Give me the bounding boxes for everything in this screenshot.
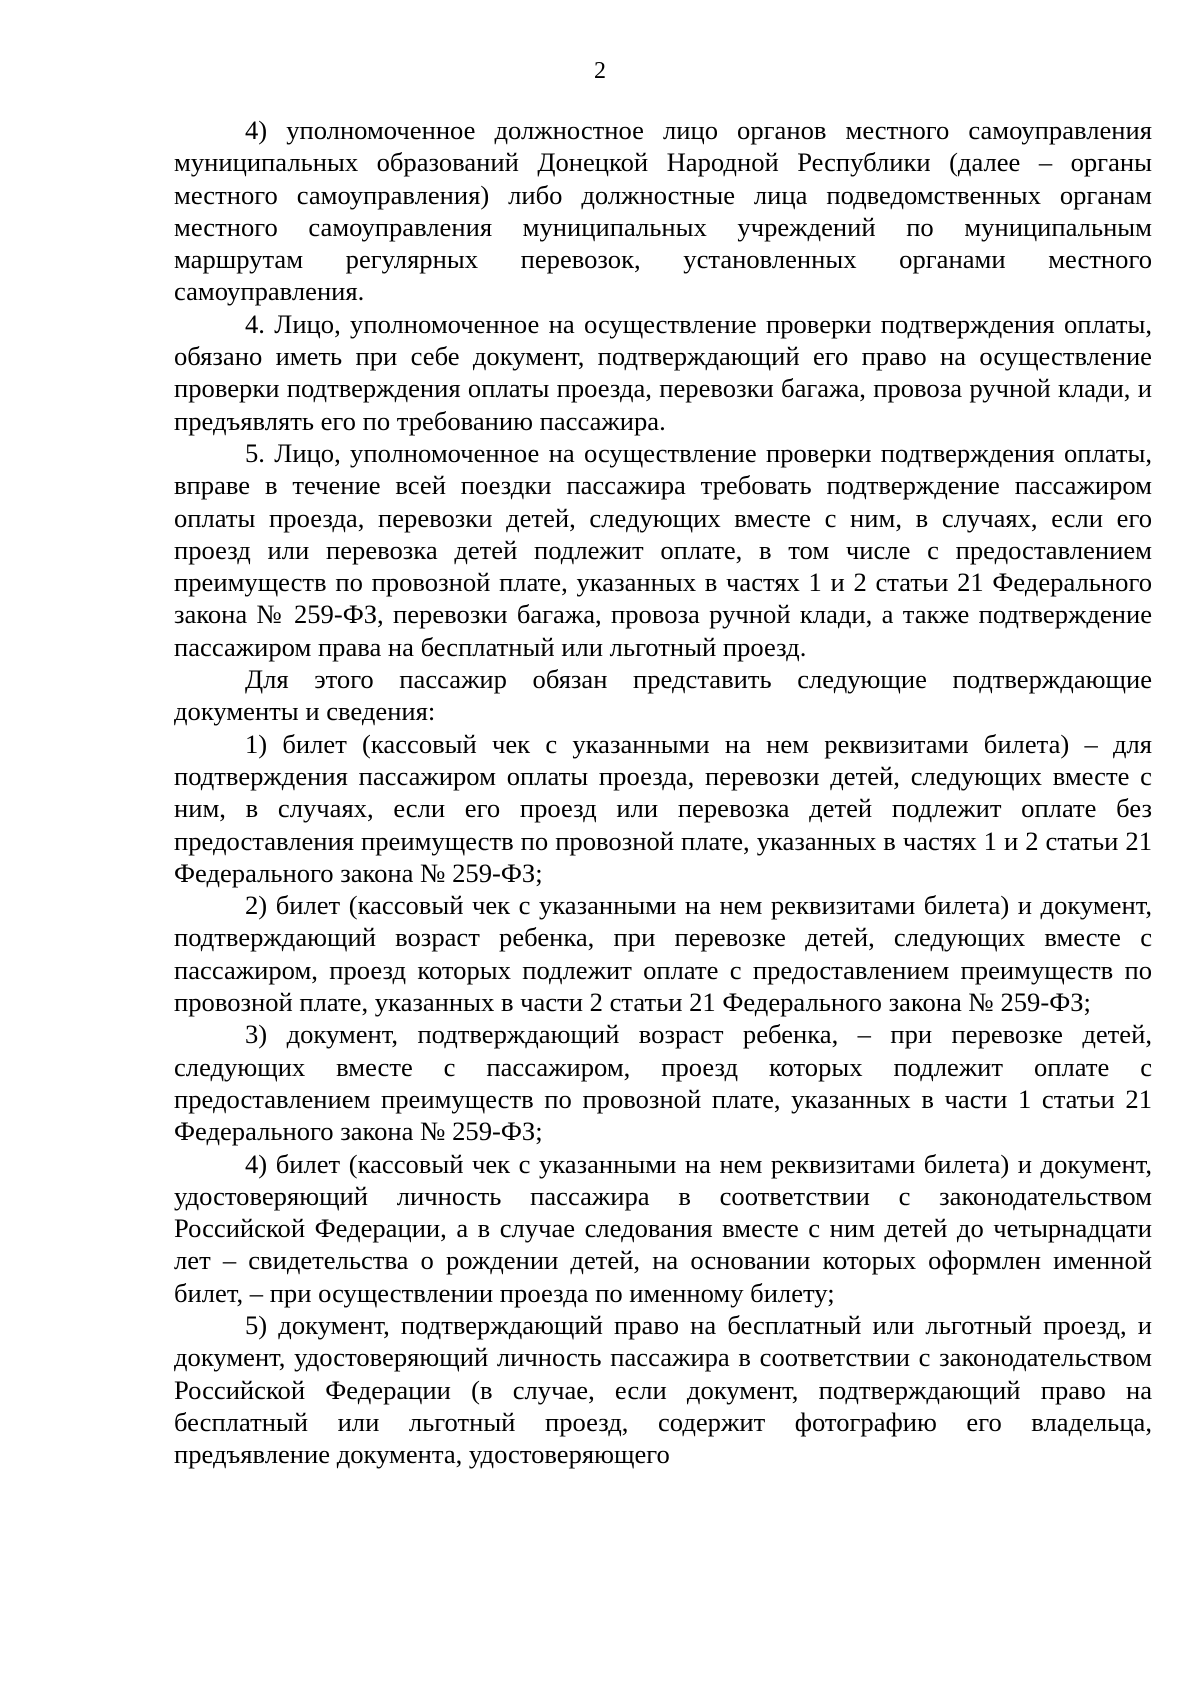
paragraph-item-4-local-officials: 4) уполномоченное должностное лицо органов местного самоуправления муниципальных образований Донецкой Народной Республики (далее – органы местного самоуправления) либо должностные лица подведомственных органам местного самоуправления муниципальных учреждений по муниципальным маршрутам регулярных перевозок, установленных органами местного самоуправления.	[174, 115, 1152, 307]
paragraph-clause-4-inspector-document: 4. Лицо, уполномоченное на осуществление проверки подтверждения оплаты, обязано иметь при себе документ, подтверждающий его право на осуществление проверки подтверждения оплаты проезда, перевозки багажа, провоза ручной клади, и предъявлять его по требованию пассажира.	[174, 308, 1152, 436]
paragraph-item-2-ticket-child-age: 2) билет (кассовый чек с указанными на нем реквизитами билета) и документ, подтверждающий возраст ребенка, при перевозке детей, следующих вместе с пассажиром, проезд которых подлежит оплате с предоставлением преимуществ по провозной плате, указанных в части 2 статьи 21 Федерального закона № 259-ФЗ;	[174, 890, 1152, 1018]
paragraph-required-documents-intro: Для этого пассажир обязан представить следующие подтверждающие документы и сведения:	[174, 664, 1152, 727]
page-number: 2	[594, 58, 606, 84]
paragraph-item-4-named-ticket: 4) билет (кассовый чек с указанными на нем реквизитами билета) и документ, удостоверяющий личность пассажира в соответствии с законодательством Российской Федерации, а в случае следования вместе с ним детей до четырнадцати лет – свидетельства о рождении детей, на основании которых оформлен именной билет, – при осуществлении проезда по именному билету;	[174, 1148, 1152, 1308]
paragraph-item-5-free-travel-right: 5) документ, подтверждающий право на бесплатный или льготный проезд, и документ, удостоверяющий личность пассажира в соответствии с законодательством Российской Федерации (в случае, если документ, подтверждающий право на бесплатный или льготный проезд, содержит фотографию его владельца, предъявление документа, удостоверяющего	[174, 1309, 1152, 1470]
paragraph-item-1-ticket: 1) билет (кассовый чек с указанными на нем реквизитами билета) – для подтверждения пассажиром оплаты проезда, перевозки детей, следующих вместе с ним, в случаях, если его проезд или перевозка детей подлежит оплате без предоставления преимуществ по провозной плате, указанных в частях 1 и 2 статьи 21 Федерального закона № 259-ФЗ;	[174, 728, 1152, 888]
paragraph-clause-5-inspector-rights: 5. Лицо, уполномоченное на осуществление проверки подтверждения оплаты, вправе в течение всей поездки пассажира требовать подтверждение пассажиром оплаты проезда, перевозки детей, следующих вместе с ним, в случаях, если его проезд или перевозка детей подлежит оплате, в том числе с предоставлением преимуществ по провозной плате, указанных в частях 1 и 2 статьи 21 Федерального закона № 259-ФЗ, перевозки багажа, провоза ручной клади, а также подтверждение пассажиром права на бесплатный или льготный проезд.	[174, 437, 1152, 662]
paragraph-item-3-child-age-document: 3) документ, подтверждающий возраст ребенка, – при перевозке детей, следующих вместе с пассажиром, проезд которых подлежит оплате с предоставлением преимуществ по провозной плате, указанных в части 1 статьи 21 Федерального закона № 259-ФЗ;	[174, 1019, 1152, 1147]
document-body	[174, 114, 1152, 1470]
